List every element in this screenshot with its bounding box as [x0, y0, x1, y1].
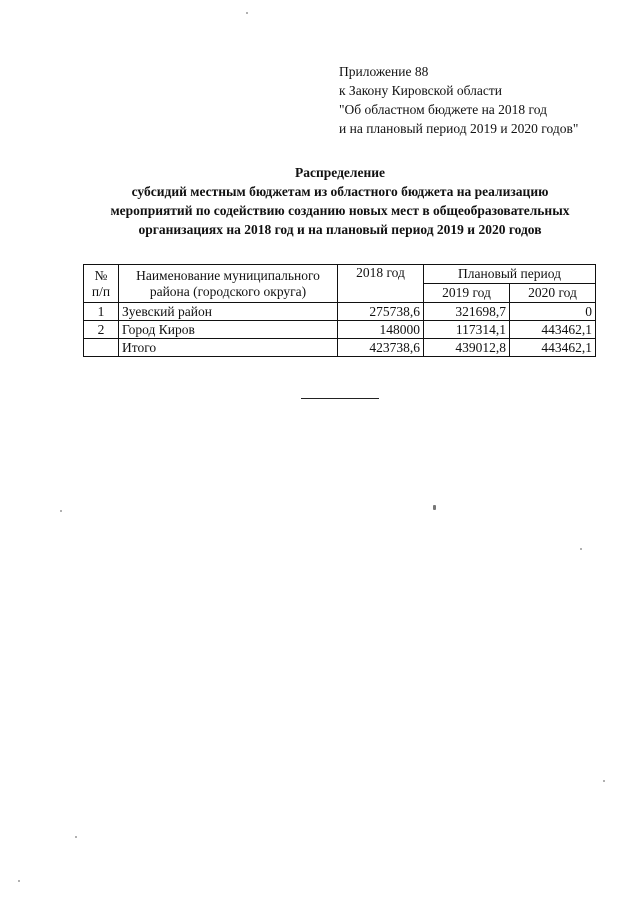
header-num — [84, 265, 119, 303]
title-line-3: мероприятий по содействию созданию новых мест в общеобразовательных — [110, 203, 570, 218]
end-rule — [301, 398, 379, 399]
title-line-4: организациях на 2018 год и на плановый период 2019 и 2020 годов — [138, 222, 542, 237]
row-2018: 423738,6 — [338, 339, 424, 357]
document-title — [60, 163, 620, 239]
header-2019: 2019 год — [424, 284, 510, 303]
header-2018: 2018 год — [338, 265, 424, 303]
row-num: 1 — [84, 303, 119, 321]
appendix-law-title: "Об областном бюджете на 2018 год — [339, 102, 547, 117]
header-name — [119, 265, 338, 303]
scan-speck — [580, 548, 582, 550]
scan-speck — [433, 505, 436, 510]
table-row — [84, 321, 596, 339]
table-row — [84, 303, 596, 321]
row-2019: 117314,1 — [424, 321, 510, 339]
header-num-symbol: № — [94, 267, 108, 283]
row-2020: 0 — [510, 303, 596, 321]
row-2020: 443462,1 — [510, 339, 596, 357]
scan-speck — [75, 836, 77, 838]
appendix-number: Приложение 88 — [339, 64, 429, 79]
title-line-1: Распределение — [294, 165, 386, 180]
appendix-law: к Закону Кировской области — [339, 83, 503, 98]
table-header-row — [84, 265, 596, 284]
header-name-line-1: Наименование муниципального — [136, 267, 320, 283]
row-2020: 443462,1 — [510, 321, 596, 339]
title-line-2: субсидий местным бюджетам из областного бюджета на реализацию — [131, 184, 549, 199]
header-planned-period: Плановый период — [424, 265, 596, 284]
scan-speck — [60, 510, 62, 512]
scan-speck — [246, 12, 248, 14]
scan-speck — [18, 880, 20, 882]
header-name-line-2: района (городского округа) — [149, 283, 307, 299]
distribution-table — [83, 264, 596, 357]
header-2020: 2020 год — [510, 284, 596, 303]
scan-speck — [603, 780, 605, 782]
row-name: Итого — [119, 339, 338, 357]
row-2018: 275738,6 — [338, 303, 424, 321]
row-num — [84, 339, 119, 357]
header-num-abbr: п/п — [91, 283, 111, 299]
row-name: Город Киров — [119, 321, 338, 339]
row-2019: 439012,8 — [424, 339, 510, 357]
row-name: Зуевский район — [119, 303, 338, 321]
row-num: 2 — [84, 321, 119, 339]
row-2018: 148000 — [338, 321, 424, 339]
row-2019: 321698,7 — [424, 303, 510, 321]
appendix-law-period: и на плановый период 2019 и 2020 годов" — [339, 121, 579, 136]
table-total-row — [84, 339, 596, 357]
appendix-block — [339, 62, 578, 138]
